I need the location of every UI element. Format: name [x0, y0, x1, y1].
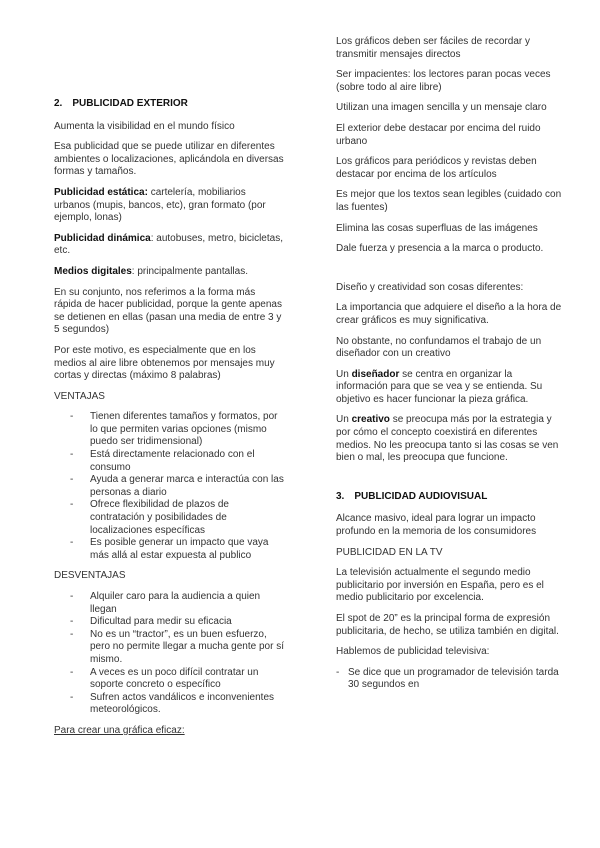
- paragraph-creativo: [336, 414, 564, 464]
- creativo-pre: Un: [336, 414, 352, 426]
- creativo-text: se preocupa más por la estrategia y por cómo el concepto coexistirá en diferentes medios. No les preocupa tanto si las cosas se ven bien o mal, les preocupa que funcione.: [336, 414, 559, 464]
- ventajas-list: [54, 411, 284, 562]
- paragraph-dinamica: [54, 233, 284, 258]
- list-item: - A veces es un poco difícil contratar un soporte concreto o específico: [90, 667, 284, 692]
- list-item: - Es posible generar un impacto que vaya más allá al estar expuesta al publico: [90, 537, 284, 562]
- paragraph-diseno-creatividad: Diseño y creatividad son cosas diferentes:: [336, 281, 524, 293]
- left-column: [54, 98, 284, 746]
- tip-paragraph: Los gráficos para periódicos y revistas deben destacar por encima de los artículos: [336, 156, 537, 180]
- tip-paragraph: Ser impacientes: los lectores paran pocas veces (sobre todo al aire libre): [336, 69, 551, 93]
- dinamica-label: Publicidad dinámica: [54, 232, 151, 244]
- list-item: - No es un “tractor”, es un buen esfuerzo, pero no permite llegar a mucha gente por sí mismo.: [90, 629, 284, 667]
- paragraph-estatica: [54, 187, 284, 225]
- grafica-eficaz-heading: Para crear una gráfica eficaz:: [54, 724, 185, 736]
- list-item: - Dificultad para medir su eficacia: [90, 616, 284, 629]
- list-item: - Está directamente relacionado con el consumo: [90, 449, 284, 474]
- section-heading-publicidad-audiovisual: [336, 491, 564, 504]
- tip-paragraph: Utilizan una imagen sencilla y un mensaje claro: [336, 102, 547, 114]
- digitales-text: : principalmente pantallas.: [131, 265, 248, 277]
- paragraph-importancia-diseno: La importancia que adquiere el diseño a la hora de crear gráficos es muy significativa.: [336, 302, 562, 326]
- paragraph-hablemos: Hablemos de publicidad televisiva:: [336, 646, 490, 658]
- list-item: - Se dice que un programador de televisión tarda 30 segundos en: [348, 667, 564, 692]
- paragraph-television: La televisión actualmente el segundo medio publicitario por inversión en España, pero es el medio publicitario por excelencia.: [336, 567, 544, 604]
- desventajas-list: [54, 591, 284, 717]
- tv-list: [336, 667, 564, 692]
- list-item: - Ofrece flexibilidad de plazos de contratación y posibilidades de localizaciones específicas: [90, 499, 284, 537]
- desventajas-title: DESVENTAJAS: [54, 570, 126, 582]
- section-title: PUBLICIDAD EXTERIOR: [72, 98, 188, 109]
- right-column: [336, 36, 564, 700]
- tip-paragraph: Dale fuerza y presencia a la marca o producto.: [336, 243, 544, 255]
- paragraph-conjunto: En su conjunto, nos referimos a la forma más rápida de hacer publicidad, porque la gente apenas se detienen en ellas (pasan una media de entre 3 y 5 segundos): [54, 286, 282, 336]
- ventajas-title: VENTAJAS: [54, 390, 105, 402]
- digitales-label: Medios digitales: [54, 265, 132, 277]
- tv-title: PUBLICIDAD EN LA TV: [336, 546, 443, 558]
- section-number: 2.: [54, 98, 63, 109]
- tip-paragraph: Elimina las cosas superfluas de las imágenes: [336, 222, 538, 234]
- creativo-label: creativo: [351, 414, 390, 426]
- section-number: 3.: [336, 490, 345, 502]
- paragraph-no-confundamos: No obstante, no confundamos el trabajo de un diseñador con un creativo: [336, 335, 542, 360]
- list-item: - Sufren actos vandálicos e inconvenientes meteorológicos.: [90, 692, 284, 717]
- list-item: - Alquiler caro para la audiencia a quien llegan: [90, 591, 284, 616]
- paragraph-disenador: [336, 369, 564, 407]
- section-title: PUBLICIDAD AUDIOVISUAL: [354, 490, 488, 502]
- estatica-text: cartelería, mobiliarios urbanos (mupis, bancos, etc), gran formato (por ejemplo, lonas): [54, 186, 266, 224]
- paragraph-definicion: Esa publicidad que se puede utilizar en diferentes ambientes o localizaciones, aplicándola en diversas formas y tamaños.: [54, 141, 284, 178]
- paragraph-alcance: Alcance masivo, ideal para lograr un impacto profundo en la memoria de los consumidores: [336, 513, 537, 538]
- disenador-pre: Un: [336, 368, 352, 380]
- estatica-label: Publicidad estática:: [54, 186, 148, 198]
- tip-paragraph: Es mejor que los textos sean legibles (cuidado con las fuentes): [336, 189, 562, 213]
- paragraph-motivo: Por este motivo, es especialmente que en los medios al aire libre obtenemos por mensajes muy cortas y directas (máximo 8 palabras): [54, 344, 275, 382]
- tip-paragraph: El exterior debe destacar por encima del ruido urbano: [336, 122, 541, 147]
- list-item: - Tienen diferentes tamaños y formatos, por lo que permiten varias opciones (mismo puedo ser tridimensional): [90, 411, 284, 449]
- list-item: - Ayuda a generar marca e interactúa con las personas a diario: [90, 474, 284, 499]
- disenador-label: diseñador: [351, 368, 400, 380]
- paragraph-visibilidad: Aumenta la visibilidad en el mundo físico: [54, 120, 235, 132]
- section-heading-publicidad-exterior: [54, 98, 284, 111]
- disenador-text: se centra en organizar la información para que se vea y se entienda. Su objetivo es hacer funcionar la pieza gráfica.: [336, 368, 543, 405]
- paragraph-spot: El spot de 20” es la principal forma de expresión publicitaria, de hecho, se utiliza también en digital.: [336, 613, 559, 637]
- dinamica-text: : autobuses, metro, bicicletas, etc.: [54, 232, 283, 257]
- paragraph-digitales: [54, 266, 284, 279]
- tip-paragraph: Los gráficos deben ser fáciles de recordar y transmitir mensajes directos: [336, 36, 530, 60]
